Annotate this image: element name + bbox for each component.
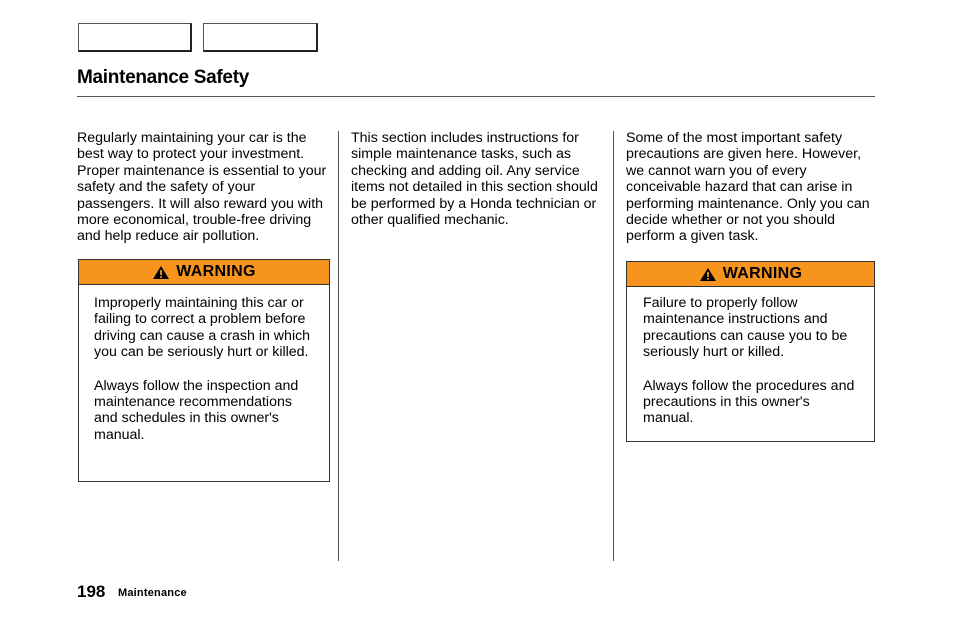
section-name: Maintenance [118,587,187,599]
page-number: 198 [77,582,106,601]
left-column-text: Regularly maintaining your car is the best way to protect your investment. Proper maintenance is essential to your safety and the safety of your passengers. It will also reward you with more economical, trouble-free driving and help reduce air pollution. [77,130,327,245]
warning-text: Improperly maintaining this car or failing to correct a problem before driving can cause a crash in which you can be seriously hurt or killed. [94,295,311,361]
right-column-text: Some of the most important safety precautions are given here. However, we cannot warn you of every conceivable hazard that can arise in performing maintenance. Only you can decide whether or not you should perform a given task. [626,130,870,245]
warning-text: Always follow the procedures and precautions in this owner's manual. [643,377,855,427]
warning-text: Always follow the inspection and maintenance recommendations and schedules in this owner's manual. [94,377,299,443]
warning-triangle-icon [152,265,170,280]
nav-button-previous[interactable] [78,23,192,52]
page-title: Maintenance Safety [77,67,249,88]
warning-text: Failure to properly follow maintenance instructions and precautions can cause you to be seriously hurt or killed. [643,295,848,361]
middle-column-text: This section includes instructions for simple maintenance tasks, such as checking and adding oil. Any service items not detailed in this section should be performed by a Honda technician or other qualified mechanic. [351,130,598,229]
title-divider [77,96,875,97]
warning-header-right [627,262,874,287]
warning-body-left [79,285,329,443]
warning-label: WARNING [176,263,256,280]
column-divider [338,131,339,561]
nav-button-next[interactable] [203,23,318,52]
warning-header-left [79,260,329,285]
warning-body-right [627,287,874,427]
warning-label: WARNING [722,265,803,282]
warning-triangle-icon [699,267,717,282]
column-divider [613,131,614,561]
warning-box-left [78,259,330,482]
warning-box-right [626,261,875,442]
